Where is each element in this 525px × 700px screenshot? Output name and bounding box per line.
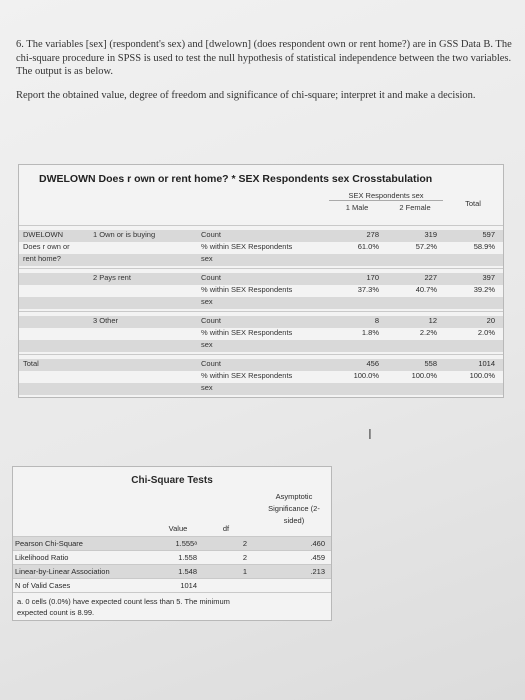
chi-square-table — [12, 466, 332, 621]
category-label: 2 Pays rent — [93, 273, 131, 282]
pct-total: 100.0% — [469, 371, 495, 380]
stat-label: % within SEX Respondents — [201, 371, 293, 380]
crosstab-title: DWELOWN Does r own or rent home? * SEX Respondents sex Crosstabulation — [39, 173, 433, 185]
category-label: 3 Other — [93, 316, 119, 325]
pct-male: 1.8% — [361, 328, 379, 337]
count-female: 558 — [424, 359, 437, 368]
table-row — [13, 536, 331, 550]
table-row — [13, 578, 331, 592]
row-variable-label: Does r own or — [23, 242, 70, 251]
count-female: 227 — [424, 273, 437, 282]
stat-label: Count — [201, 359, 222, 368]
pct-total: 58.9% — [473, 242, 495, 251]
table-row — [19, 371, 503, 383]
chi-square-title: Chi-Square Tests — [131, 475, 213, 486]
header-sig-line2: Significance (2- — [268, 504, 320, 513]
table-row — [19, 383, 503, 395]
col-female-header: 2 Female — [399, 203, 431, 212]
table-row — [19, 273, 503, 285]
stat-label: Count — [201, 230, 222, 239]
col-total-header: Total — [465, 199, 481, 208]
category-block-2 — [19, 268, 503, 311]
category-block-1 — [19, 225, 503, 268]
count-male: 456 — [366, 359, 379, 368]
table-row — [13, 550, 331, 564]
test-df: 1 — [242, 567, 247, 576]
test-value: 1.548 — [178, 567, 197, 576]
footnote-line-1: a. 0 cells (0.0%) have expected count less than 5. The minimum — [17, 597, 230, 606]
stat-label: sex — [201, 297, 213, 306]
table-row — [19, 328, 503, 340]
text-cursor-icon: I — [368, 428, 372, 443]
test-label: Linear-by-Linear Association — [15, 567, 110, 576]
table-row — [19, 230, 503, 242]
count-total: 597 — [482, 230, 495, 239]
header-sig-line1: Asymptotic — [275, 492, 313, 501]
question-paragraph-1: 6. The variables [sex] (respondent's sex) and [dwelown] (does respondent own or rent home?) are in GSS Data B. The chi-square procedure in SPSS is used to test the null hypothesis of statistical independence between the two variables. The output is as below. — [16, 39, 512, 77]
test-sig: .459 — [310, 553, 325, 562]
stat-label: sex — [201, 340, 213, 349]
count-female: 12 — [428, 316, 437, 325]
category-block-3 — [19, 311, 503, 354]
chi-square-header — [13, 492, 331, 536]
sex-header: SEX Respondents sex — [329, 191, 443, 201]
test-sig: .213 — [310, 567, 325, 576]
table-row — [19, 242, 503, 254]
test-label: Likelihood Ratio — [15, 553, 69, 562]
stat-label: Count — [201, 273, 222, 282]
stat-label: % within SEX Respondents — [201, 328, 293, 337]
header-sig-line3: sided) — [283, 516, 305, 525]
table-row — [19, 297, 503, 309]
test-df: 2 — [242, 539, 247, 548]
test-sig: .460 — [310, 539, 325, 548]
category-label: 1 Own or is buying — [93, 230, 156, 239]
table-row — [19, 285, 503, 297]
test-df: 2 — [242, 553, 247, 562]
pct-total: 2.0% — [477, 328, 495, 337]
header-df: df — [222, 524, 230, 533]
col-male-header: 1 Male — [345, 203, 369, 212]
pct-female: 100.0% — [411, 371, 437, 380]
chi-square-footnote — [13, 592, 331, 620]
count-female: 319 — [424, 230, 437, 239]
total-block — [19, 354, 503, 397]
count-total: 20 — [486, 316, 495, 325]
stat-label: sex — [201, 383, 213, 392]
crosstab-table — [18, 164, 504, 398]
crosstab-header — [19, 189, 503, 225]
footnote-line-2: expected count is 8.99. — [17, 608, 95, 617]
stat-label: % within SEX Respondents — [201, 242, 293, 251]
table-row — [19, 254, 503, 266]
test-label: Pearson Chi-Square — [15, 539, 83, 548]
stat-label: % within SEX Respondents — [201, 285, 293, 294]
count-male: 8 — [374, 316, 379, 325]
question-text — [16, 38, 512, 112]
total-label: Total — [23, 359, 39, 368]
table-row — [19, 359, 503, 371]
test-label: N of Valid Cases — [15, 581, 71, 590]
stat-label: sex — [201, 254, 213, 263]
row-variable-label: DWELOWN — [23, 230, 63, 239]
pct-female: 40.7% — [415, 285, 437, 294]
pct-male: 100.0% — [353, 371, 379, 380]
count-male: 170 — [366, 273, 379, 282]
count-total: 1014 — [478, 359, 495, 368]
row-variable-label: rent home? — [23, 254, 61, 263]
table-row — [13, 564, 331, 578]
test-value: 1.555ᵃ — [175, 539, 197, 548]
pct-male: 61.0% — [357, 242, 379, 251]
table-row — [19, 316, 503, 328]
pct-female: 2.2% — [419, 328, 437, 337]
pct-female: 57.2% — [415, 242, 437, 251]
pct-total: 39.2% — [473, 285, 495, 294]
table-row — [19, 340, 503, 352]
test-value: 1.558 — [178, 553, 197, 562]
pct-male: 37.3% — [357, 285, 379, 294]
stat-label: Count — [201, 316, 222, 325]
test-value: 1014 — [180, 581, 197, 590]
header-value: Value — [168, 524, 188, 533]
question-paragraph-2: Report the obtained value, degree of freedom and significance of chi-square; interpret it and make a decision. — [16, 89, 476, 101]
count-male: 278 — [366, 230, 379, 239]
count-total: 397 — [482, 273, 495, 282]
